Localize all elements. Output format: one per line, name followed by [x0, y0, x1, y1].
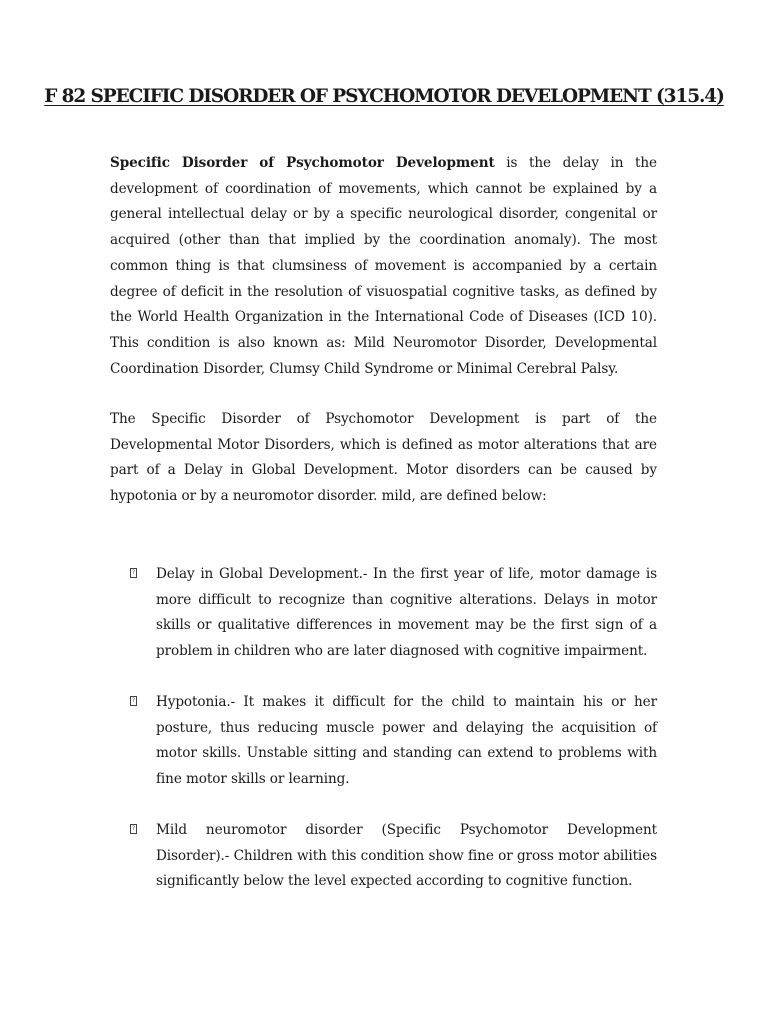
list-item-text: Mild neuromotor disorder (Specific Psychomotor Development Disorder).- Children with this condition show fine or gross motor abilities significantly below the level expected according to cognitive function.: [156, 822, 657, 890]
document-title: F 82 SPECIFIC DISORDER OF PSYCHOMOTOR DEVELOPMENT (315.4): [44, 86, 724, 107]
intro-paragraph-body: is the delay in the development of coordination of movements, which cannot be explained by a general intellectual delay or by a specific neurological disorder, congenital or acquired (other than that implied by the coordination anomaly). The most common thing is that clumsiness of movement is accompanied by a certain degree of deficit in the resolution of visuospatial cognitive tasks, as defined by the World Health Organization in the International Code of Diseases (ICD 10). This condition is also known as: Mild Neuromotor Disorder, Developmental Coordination Disorder, Clumsy Child Syndrome or Minimal Cerebral Palsy.: [110, 155, 658, 377]
missing-glyph-box-icon: ?: [131, 825, 136, 832]
missing-glyph-box-icon: ?: [131, 697, 136, 704]
list-item-text: Hypotonia.- It makes it difficult for the child to maintain his or her posture, thus reducing muscle power and delaying the acquisition of motor skills. Unstable sitting and standing can extend to problems with fine motor skills or learning.: [156, 694, 657, 788]
list-item-text: Delay in Global Development.- In the first year of life, motor damage is more difficult to recognize than cognitive alterations. Delays in motor skills or qualitative differences in movement may be the first sign of a problem in children who are later diagnosed with cognitive impairment.: [156, 566, 657, 660]
missing-glyph-box-icon: ?: [131, 569, 136, 576]
motor-disorders-paragraph: The Specific Disorder of Psychomotor Development is part of the Developmental Motor Disorders, which is defined as motor alterations that are part of a Delay in Global Development. Motor disorders can be caused by hypotonia or by a neuromotor disorder. mild, are defined below:: [110, 411, 657, 505]
intro-paragraph: [110, 151, 657, 382]
intro-paragraph-lead: Specific Disorder of Psychomotor Development: [110, 155, 495, 171]
